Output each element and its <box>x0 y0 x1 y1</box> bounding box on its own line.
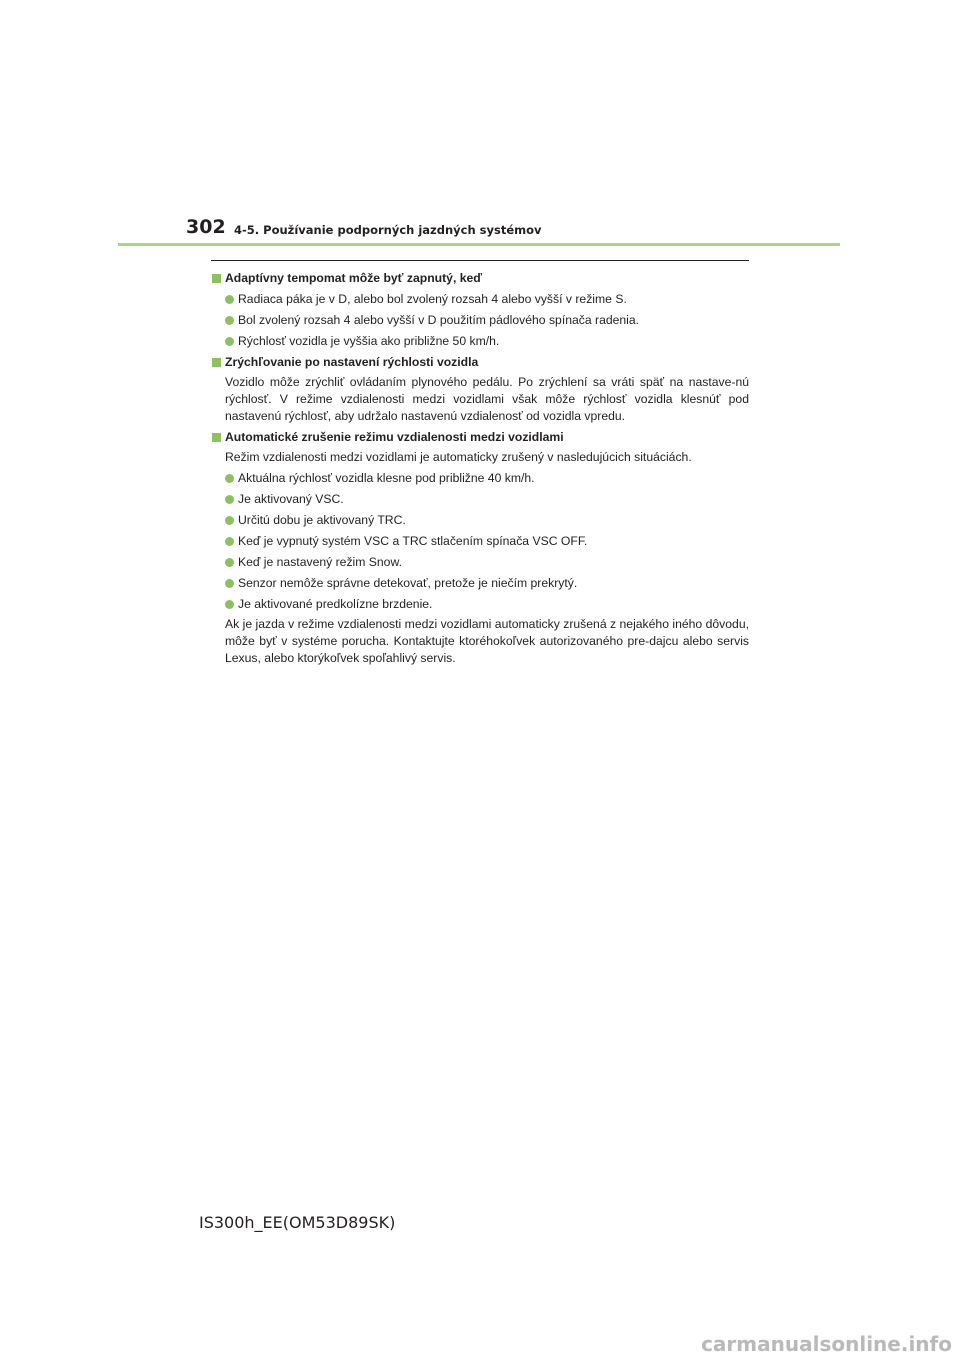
paragraph-intro: Režim vzdialenosti medzi vozidlami je automaticky zrušený v nasledujúcich situáciách. <box>225 450 692 464</box>
document-code: IS300h_EE(OM53D89SK) <box>199 1213 396 1232</box>
content-divider <box>211 260 749 261</box>
heading-text: Zrýchľovanie po nastavení rýchlosti vozidla <box>225 355 479 369</box>
circle-bullet-icon <box>225 316 234 325</box>
circle-bullet-icon <box>225 558 234 567</box>
paragraph: Vozidlo môže zrýchliť ovládaním plynového pedálu. Po zrýchlení sa vráti späť na nastave-nú rýchlosť. V režime vzdialenosti medzi vozidlami však môže rýchlosť vozidla klesnúť pod nastavenú rýchlosť, aby udržalo nastavenú vzdialenosť od vozidla vpredu. <box>225 375 749 423</box>
page-header <box>0 0 960 250</box>
paragraph-closing: Ak je jazda v režime vzdialenosti medzi vozidlami automaticky zrušená z nejakého iného dôvodu, môže byť v systéme porucha. Kontaktujte ktoréhokoľvek autorizovaného pre-dajcu alebo servis Lexus, alebo ktorýkoľvek spoľahlivý servis. <box>225 617 749 665</box>
circle-bullet-icon <box>225 516 234 525</box>
list-item-text: Senzor nemôže správne detekovať, pretože je niečím prekrytý. <box>238 576 578 590</box>
circle-bullet-icon <box>225 495 234 504</box>
section-heading <box>211 270 749 287</box>
square-bullet-icon <box>212 274 221 283</box>
list-item <box>211 575 749 592</box>
list-item-text: Aktuálna rýchlosť vozidla klesne pod približne 40 km/h. <box>238 471 535 485</box>
list-item-text: Bol zvolený rozsah 4 alebo vyšší v D použitím pádlového spínača radenia. <box>238 313 640 327</box>
list-item <box>211 312 749 329</box>
square-bullet-icon <box>212 433 221 442</box>
list-item <box>211 512 749 529</box>
list-item <box>211 554 749 571</box>
circle-bullet-icon <box>225 337 234 346</box>
list-item <box>211 491 749 508</box>
list-item-text: Keď je vypnutý systém VSC a TRC stlačením spínača VSC OFF. <box>238 534 588 548</box>
heading-text: Adaptívny tempomat môže byť zapnutý, keď <box>225 271 483 285</box>
circle-bullet-icon <box>225 537 234 546</box>
circle-bullet-icon <box>225 474 234 483</box>
section-title: 4-5. Používanie podporných jazdných systémov <box>234 223 542 237</box>
list-item-text: Je aktivované predkolízne brzdenie. <box>238 597 433 611</box>
section-heading <box>211 429 749 446</box>
list-item <box>211 470 749 487</box>
list-item <box>211 596 749 613</box>
watermark: carmanualsonline.info <box>701 1332 952 1356</box>
page-content <box>211 266 749 667</box>
circle-bullet-icon <box>225 600 234 609</box>
section-heading <box>211 354 749 371</box>
list-item <box>211 333 749 350</box>
list-item-text: Určitú dobu je aktivovaný TRC. <box>238 513 406 527</box>
list-item-text: Radiaca páka je v D, alebo bol zvolený rozsah 4 alebo vyšší v režime S. <box>238 292 627 306</box>
list-item-text: Keď je nastavený režim Snow. <box>238 555 402 569</box>
header-rule <box>118 243 840 246</box>
list-item <box>211 291 749 308</box>
heading-text: Automatické zrušenie režimu vzdialenosti medzi vozidlami <box>225 430 564 444</box>
square-bullet-icon <box>212 358 221 367</box>
circle-bullet-icon <box>225 579 234 588</box>
circle-bullet-icon <box>225 295 234 304</box>
list-item-text: Rýchlosť vozidla je vyššia ako približne 50 km/h. <box>238 334 500 348</box>
list-item-text: Je aktivovaný VSC. <box>238 492 344 506</box>
page-number: 302 <box>186 216 226 238</box>
list-item <box>211 533 749 550</box>
